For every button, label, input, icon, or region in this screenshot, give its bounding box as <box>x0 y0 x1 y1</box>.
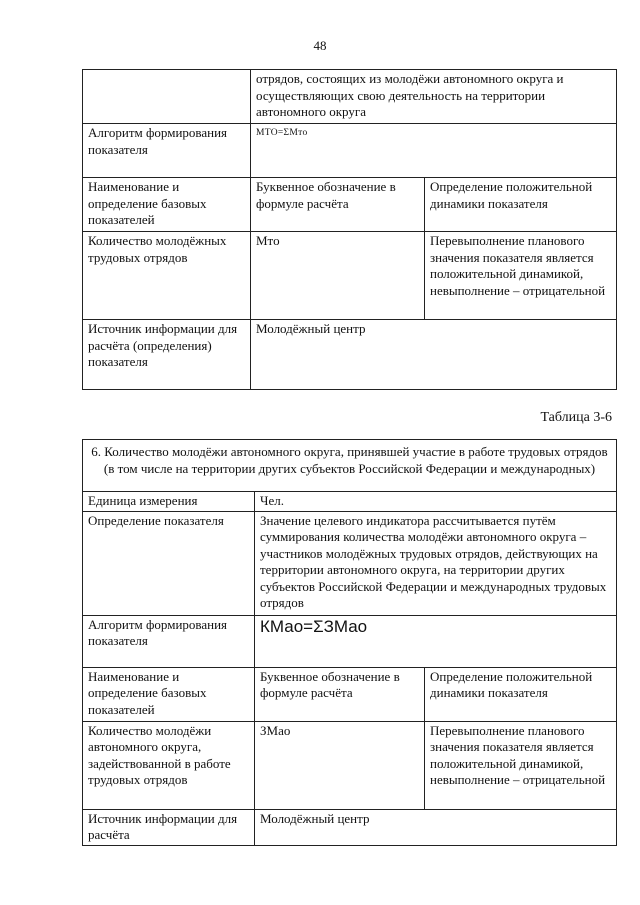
table-row <box>83 440 617 492</box>
column-header-name: Наименование и определение базовых показателей <box>83 178 251 232</box>
table-row <box>83 70 617 124</box>
source-value: Молодёжный центр <box>251 320 617 390</box>
table-row <box>83 124 617 178</box>
algorithm-label: Алгоритм формирования показателя <box>83 615 255 667</box>
table-row <box>83 511 617 615</box>
source-label: Источник информации для расчёта <box>83 809 255 845</box>
source-value: Молодёжный центр <box>255 809 617 845</box>
table-row <box>83 232 617 320</box>
indicator-name: Количество молодёжи автономного округа, задействованной в работе трудовых отрядов <box>83 721 255 809</box>
source-label: Источник информации для расчёта (определения) показателя <box>83 320 251 390</box>
table-row <box>83 178 617 232</box>
definition-value: Значение целевого индикатора рассчитывается путём суммирования количества молодёжи автономного округа – участников молодёжных трудовых отрядов, действующих на территории автономного округа, на территории других субъектов Российской Федерации и международных трудовых отрядов <box>255 511 617 615</box>
indicator-name: Количество молодёжных трудовых отрядов <box>83 232 251 320</box>
table-row <box>83 320 617 390</box>
table-row <box>83 492 617 512</box>
unit-value: Чел. <box>255 492 617 512</box>
indicator-table-continued <box>82 69 617 390</box>
indicator-symbol: ЗМао <box>255 721 425 809</box>
indicator-symbol: Мто <box>251 232 425 320</box>
algorithm-label: Алгоритм формирования показателя <box>83 124 251 178</box>
table-row <box>83 809 617 845</box>
algorithm-formula: МТО=ΣМто <box>251 124 617 178</box>
table-row <box>83 667 617 721</box>
indicator-dynamics: Перевыполнение планового значения показателя является положительной динамикой, невыполнение – отрицательной <box>425 232 617 320</box>
unit-label: Единица измерения <box>83 492 255 512</box>
column-header-dynamics: Определение положительной динамики показателя <box>425 178 617 232</box>
indicator-table-6 <box>82 439 617 846</box>
column-header-name: Наименование и определение базовых показателей <box>83 667 255 721</box>
table-row <box>83 615 617 667</box>
table-row <box>83 721 617 809</box>
table-caption: Таблица 3-6 <box>540 410 612 425</box>
algorithm-formula: КМао=ΣЗМао <box>255 615 617 667</box>
column-header-symbol: Буквенное обозначение в формуле расчёта <box>255 667 425 721</box>
definition-continuation: отрядов, состоящих из молодёжи автономного округа и осуществляющих свою деятельность на территории автономного округа <box>251 70 617 124</box>
column-header-symbol: Буквенное обозначение в формуле расчёта <box>251 178 425 232</box>
column-header-dynamics: Определение положительной динамики показателя <box>425 667 617 721</box>
indicator-title: 6. Количество молодёжи автономного округа, принявшей участие в работе трудовых отрядов (в том числе на территории других субъектов Российской Федерации и международных) <box>83 440 617 492</box>
page-number: 48 <box>313 38 327 53</box>
indicator-dynamics: Перевыполнение планового значения показателя является положительной динамикой, невыполнение – отрицательной <box>425 721 617 809</box>
definition-label: Определение показателя <box>83 511 255 615</box>
table-cell-empty <box>83 70 251 124</box>
